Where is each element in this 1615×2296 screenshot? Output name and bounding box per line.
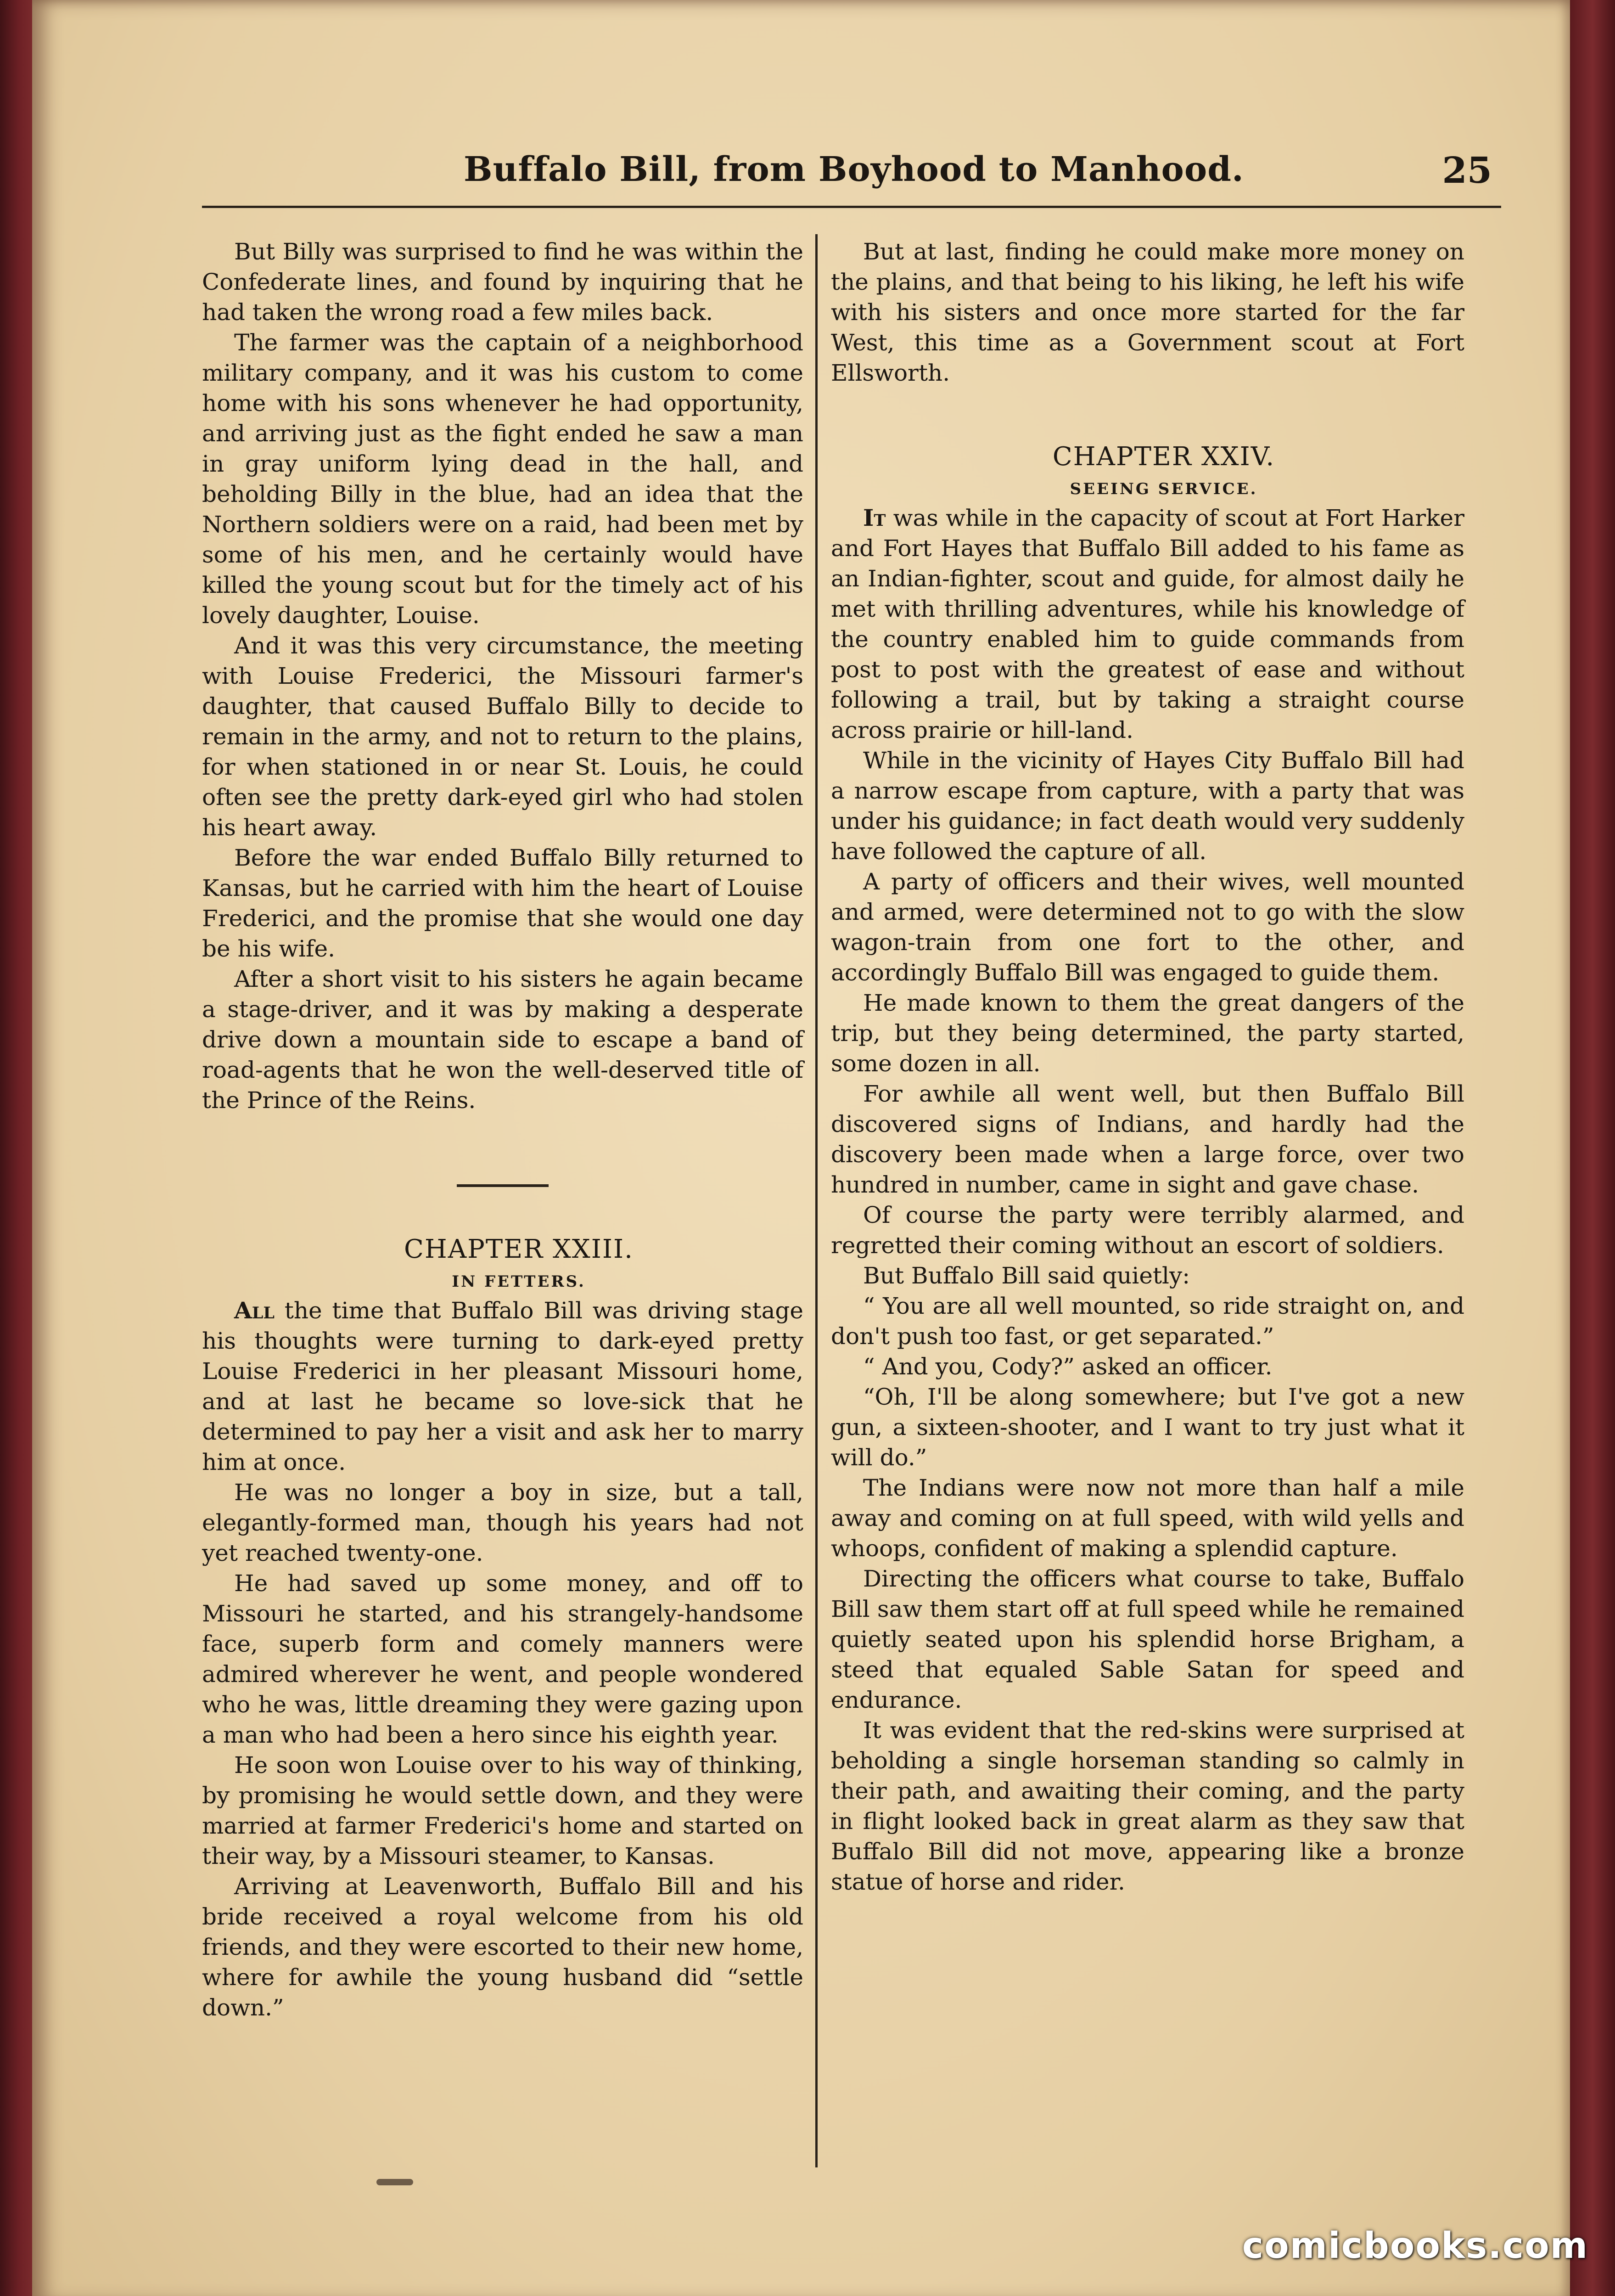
header-rule bbox=[202, 206, 1501, 208]
running-header bbox=[464, 150, 1492, 205]
paragraph: He had saved up some money, and off to Missouri he started, and his strangely-handsome face, superb form and comely manners were admired wherever he went, and people wondered who he was, little dreaming they were gazing upon a man who had been a hero since his eighth year. bbox=[202, 1570, 803, 1748]
paragraph: After a short visit to his sisters he again became a stage-driver, and it was by making a desperate drive down a mountain side to escape a band of road-agents that he won the well-deserved title of the Prince of the Reins. bbox=[202, 966, 803, 1114]
paragraph-text: the time that Buffalo Bill was driving stage his thoughts were turning to dark-eyed pretty Louise Frederici in her pleasant Missouri home, and at last he became so love-sick that he determined to pay her a visit and ask her to marry him at once. bbox=[202, 1297, 803, 1475]
paragraph: But at last, finding he could make more money on the plains, and that being to his liking, he left his wife with his sisters and once more started for the far West, this time as a Government scout at Fort Ellsworth. bbox=[831, 238, 1464, 386]
paragraph: Arriving at Leavenworth, Buffalo Bill and his bride received a royal welcome from his old friends, and they were escorted to their new home, where for awhile the young husband did “settle down.” bbox=[202, 1873, 803, 2021]
paragraph: Before the war ended Buffalo Billy returned to Kansas, but he carried with him the heart of Louise Frederici, and the promise that she would one day be his wife. bbox=[202, 844, 803, 962]
paragraph: He was no longer a boy in size, but a tall, elegantly-formed man, though his years had not yet reached twenty-one. bbox=[202, 1479, 803, 1566]
chapter-heading: CHAPTER XXIII. bbox=[404, 1234, 634, 1264]
paragraph: While in the vicinity of Hayes City Buffalo Bill had a narrow escape from capture, with a party that was under his guidance; in fact death would very suddenly have followed the capture of all. bbox=[831, 747, 1464, 865]
column-divider bbox=[815, 234, 818, 2167]
page-number: 25 bbox=[1442, 150, 1492, 191]
lead-word: All bbox=[234, 1297, 275, 1324]
paragraph: But Billy was surprised to find he was within the Confederate lines, and found by inquiring that he had taken the wrong road a few miles back. bbox=[202, 238, 803, 326]
chapter-heading: CHAPTER XXIV. bbox=[1052, 442, 1275, 472]
binding-gutter bbox=[0, 0, 32, 2296]
paragraph: The Indians were now not more than half a mile away and coming on at full speed, with wild yells and whoops, confident of making a splendid capture. bbox=[831, 1474, 1464, 1562]
site-watermark: comicbooks.com bbox=[1242, 2225, 1588, 2267]
paragraph: It was evident that the red-skins were surprised at beholding a single horseman standing so calmly in their path, and awaiting their coming, and the party in flight looked back in great alarm as they saw that Buffalo Bill did not move, appearing like a bronze statue of horse and rider. bbox=[831, 1717, 1464, 1895]
paragraph: For awhile all went well, but then Buffalo Bill discovered signs of Indians, and hardly had the discovery been made when a large force, over two hundred in number, came in sight and gave chase. bbox=[831, 1080, 1464, 1198]
paragraph-text: was while in the capacity of scout at Fort Harker and Fort Hayes that Buffalo Bill added to his fame as an Indian-fighter, scout and guide, for almost daily he met with thrilling adventures, while his knowledge of the country enabled him to guide commands from post to post with the greatest of ease and without following a trail, but by taking a straight course across prairie or hill-land. bbox=[831, 505, 1464, 743]
paragraph: “ And you, Cody?” asked an officer. bbox=[863, 1353, 1273, 1380]
paragraph: Directing the officers what course to take, Buffalo Bill saw them start off at full speed while he remained quietly seated upon his splendid horse Brigham, a steed that equaled Sable Satan for speed and endurance. bbox=[831, 1565, 1464, 1713]
paragraph: Of course the party were terribly alarmed, and regretted their coming without an escort of soldiers. bbox=[831, 1202, 1464, 1259]
chapter-opening-paragraph bbox=[831, 503, 1464, 745]
chapter-subheading: IN FETTERS. bbox=[452, 1272, 586, 1291]
cover-edge bbox=[1570, 0, 1615, 2296]
paragraph: “Oh, I'll be along somewhere; but I've got a new gun, a sixteen-shooter, and I want to try just what it will do.” bbox=[831, 1384, 1464, 1471]
paragraph: And it was this very circumstance, the meeting with Louise Frederici, the Missouri farmer's daughter, that caused Buffalo Billy to decide to remain in the army, and not to return to the plains, for when stationed in or near St. Louis, he could often see the pretty dark-eyed girl who had stolen his heart away. bbox=[202, 632, 803, 841]
paragraph: He soon won Louise over to his way of thinking, by promising he would settle down, and they were married at farmer Frederici's home and started on their way, by a Missouri steamer, to Kansas. bbox=[202, 1752, 803, 1869]
left-column bbox=[202, 236, 803, 2023]
lead-word: It bbox=[863, 504, 886, 531]
paragraph: He made known to them the great dangers of the trip, but they being determined, the party started, some dozen in all. bbox=[831, 990, 1464, 1077]
right-column bbox=[831, 236, 1464, 1897]
chapter-opening-paragraph bbox=[202, 1295, 803, 1477]
paragraph: A party of officers and their wives, well mounted and armed, were determined not to go with the slow wagon-train from one fort to the other, and accordingly Buffalo Bill was engaged to guide them. bbox=[831, 868, 1464, 986]
paragraph: “ You are all well mounted, so ride straight on, and don't push too fast, or get separated.” bbox=[831, 1293, 1464, 1350]
chapter-subheading: SEEING SERVICE. bbox=[1070, 480, 1258, 498]
paragraph: The farmer was the captain of a neighborhood military company, and it was his custom to come home with his sons whenever he had opportunity, and arriving just as the fight ended he saw a man in gray uniform lying dead in the hall, and beholding Billy in the blue, had an idea that the Northern soldiers were on a raid, had been met by some of his men, and he certainly would have killed the young scout but for the timely act of his lovely daughter, Louise. bbox=[202, 329, 803, 629]
running-title: Buffalo Bill, from Boyhood to Manhood. bbox=[464, 150, 1244, 189]
paragraph: But Buffalo Bill said quietly: bbox=[863, 1262, 1190, 1289]
ink-smudge bbox=[376, 2179, 413, 2185]
